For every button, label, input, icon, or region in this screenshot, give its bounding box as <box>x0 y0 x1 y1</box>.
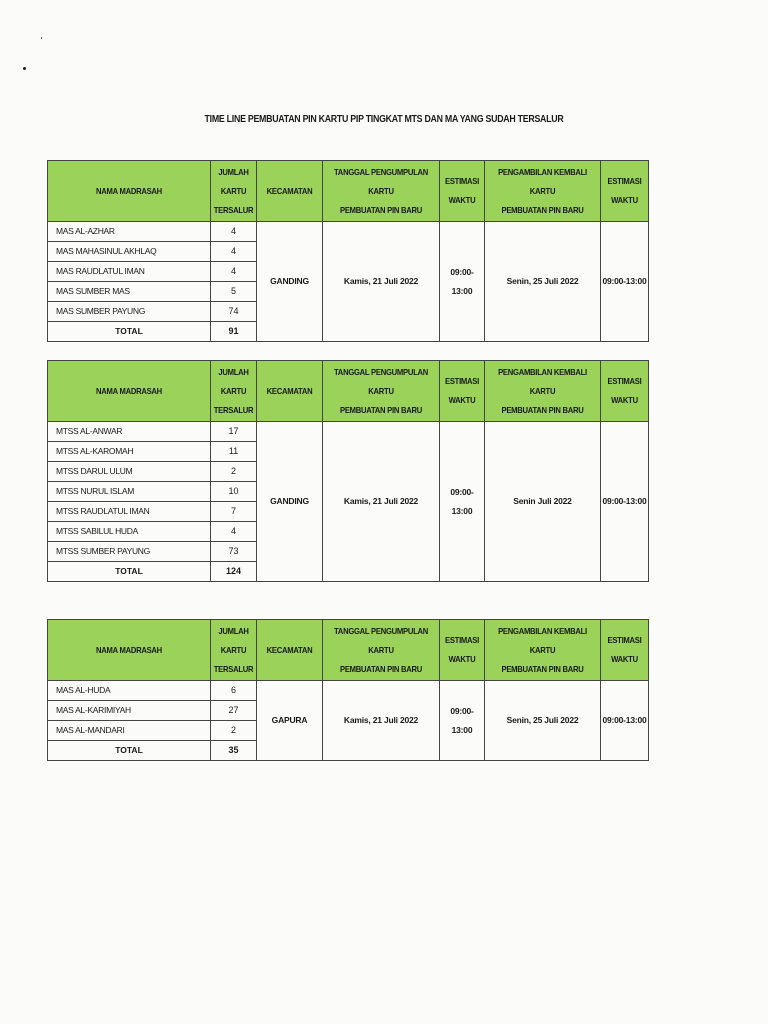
estimasi-waktu-2-cell: 09:00-13:00 <box>601 222 649 342</box>
header-nama-madrasah <box>48 361 211 422</box>
header-jumlah-kartu-text: JUMLAH KARTU TERSALUR <box>213 625 254 674</box>
header-estimasi-waktu <box>440 620 485 681</box>
header-tanggal-pengumpulan <box>323 620 440 681</box>
table-row <box>48 681 649 701</box>
header-estimasi-waktu-text: ESTIMASI WAKTU <box>445 635 479 664</box>
header-jumlah-kartu <box>211 620 257 681</box>
header-kecamatan <box>257 620 323 681</box>
pengambilan-kembali-cell: Senin, 25 Juli 2022 <box>485 681 601 761</box>
header-tanggal-pengumpulan <box>323 361 440 422</box>
header-row <box>48 161 649 222</box>
header-estimasi-waktu-2-text: ESTIMASI WAKTU <box>607 635 642 664</box>
header-estimasi-waktu <box>440 361 485 422</box>
header-kecamatan <box>257 161 323 222</box>
madrasah-name: MAS AL-AZHAR <box>48 222 211 242</box>
madrasah-name: MTSS SABILUL HUDA <box>48 522 211 542</box>
card-count: 2 <box>211 462 257 482</box>
estimasi-waktu-cell: 09:00-13:00 <box>440 222 485 342</box>
header-row <box>48 361 649 422</box>
tanggal-pengumpulan-cell: Kamis, 21 Juli 2022 <box>323 681 440 761</box>
madrasah-name: MAS MAHASINUL AKHLAQ <box>48 242 211 262</box>
header-estimasi-waktu-2 <box>601 161 649 222</box>
total-label: TOTAL <box>48 562 211 582</box>
header-tanggal-pengumpulan-text: TANGGAL PENGUMPULAN KARTU PEMBUATAN PIN BARU <box>333 366 429 415</box>
card-count: 27 <box>211 701 257 721</box>
card-count: 74 <box>211 302 257 322</box>
timeline-table-2 <box>47 360 649 582</box>
total-label: TOTAL <box>48 741 211 761</box>
card-count: 2 <box>211 721 257 741</box>
scan-speck <box>41 37 42 39</box>
header-kecamatan-text: KECAMATAN <box>266 644 313 655</box>
header-tanggal-pengumpulan <box>323 161 440 222</box>
header-estimasi-waktu-2 <box>601 620 649 681</box>
card-count: 4 <box>211 522 257 542</box>
header-pengambilan-kembali <box>485 361 601 422</box>
madrasah-name: MAS AL-KARIMIYAH <box>48 701 211 721</box>
scan-speck <box>23 67 26 70</box>
madrasah-name: MAS SUMBER MAS <box>48 282 211 302</box>
header-nama-madrasah-text: NAMA MADRASAH <box>96 385 162 396</box>
card-count: 7 <box>211 502 257 522</box>
estimasi-waktu-2-cell: 09:00-13:00 <box>601 681 649 761</box>
header-pengambilan-kembali-text: PENGAMBILAN KEMBALI KARTU PEMBUATAN PIN BARU <box>498 625 587 674</box>
header-nama-madrasah <box>48 161 211 222</box>
madrasah-name: MTSS NURUL ISLAM <box>48 482 211 502</box>
header-pengambilan-kembali-text: PENGAMBILAN KEMBALI KARTU PEMBUATAN PIN BARU <box>498 166 587 215</box>
total-count: 35 <box>211 741 257 761</box>
card-count: 4 <box>211 262 257 282</box>
header-nama-madrasah <box>48 620 211 681</box>
card-count: 4 <box>211 222 257 242</box>
madrasah-name: MTSS AL-ANWAR <box>48 422 211 442</box>
total-label: TOTAL <box>48 322 211 342</box>
header-kecamatan-text: KECAMATAN <box>266 385 313 396</box>
card-count: 4 <box>211 242 257 262</box>
madrasah-name: MTSS AL-KAROMAH <box>48 442 211 462</box>
header-nama-madrasah-text: NAMA MADRASAH <box>96 185 162 196</box>
kecamatan-cell: GANDING <box>257 422 323 582</box>
timeline-table-3 <box>47 619 649 761</box>
table-row <box>48 222 649 242</box>
estimasi-waktu-2-cell: 09:00-13:00 <box>601 422 649 582</box>
header-tanggal-pengumpulan-text: TANGGAL PENGUMPULAN KARTU PEMBUATAN PIN BARU <box>333 166 429 215</box>
tanggal-pengumpulan-cell: Kamis, 21 Juli 2022 <box>323 222 440 342</box>
header-estimasi-waktu-2 <box>601 361 649 422</box>
header-jumlah-kartu <box>211 161 257 222</box>
page-title: TIME LINE PEMBUATAN PIN KARTU PIP TINGKAT MTS DAN MA YANG SUDAH TERSALUR <box>204 114 564 125</box>
header-pengambilan-kembali-text: PENGAMBILAN KEMBALI KARTU PEMBUATAN PIN BARU <box>498 366 587 415</box>
header-estimasi-waktu-text: ESTIMASI WAKTU <box>445 176 479 205</box>
header-jumlah-kartu-text: JUMLAH KARTU TERSALUR <box>213 366 254 415</box>
madrasah-name: MTSS DARUL ULUM <box>48 462 211 482</box>
pengambilan-kembali-cell: Senin Juli 2022 <box>485 422 601 582</box>
header-estimasi-waktu-2-text: ESTIMASI WAKTU <box>607 176 642 205</box>
estimasi-waktu-cell: 09:00-13:00 <box>440 681 485 761</box>
madrasah-name: MTSS RAUDLATUL IMAN <box>48 502 211 522</box>
header-pengambilan-kembali <box>485 161 601 222</box>
madrasah-name: MTSS SUMBER PAYUNG <box>48 542 211 562</box>
madrasah-name: MAS AL-HUDA <box>48 681 211 701</box>
header-estimasi-waktu <box>440 161 485 222</box>
card-count: 73 <box>211 542 257 562</box>
kecamatan-cell: GANDING <box>257 222 323 342</box>
header-kecamatan <box>257 361 323 422</box>
card-count: 11 <box>211 442 257 462</box>
timeline-table-1 <box>47 160 649 342</box>
total-count: 91 <box>211 322 257 342</box>
tanggal-pengumpulan-cell: Kamis, 21 Juli 2022 <box>323 422 440 582</box>
header-estimasi-waktu-text: ESTIMASI WAKTU <box>445 376 479 405</box>
estimasi-waktu-cell: 09:00-13:00 <box>440 422 485 582</box>
card-count: 10 <box>211 482 257 502</box>
madrasah-name: MAS AL-MANDARI <box>48 721 211 741</box>
kecamatan-cell: GAPURA <box>257 681 323 761</box>
header-pengambilan-kembali <box>485 620 601 681</box>
header-tanggal-pengumpulan-text: TANGGAL PENGUMPULAN KARTU PEMBUATAN PIN BARU <box>333 625 429 674</box>
card-count: 6 <box>211 681 257 701</box>
header-jumlah-kartu <box>211 361 257 422</box>
madrasah-name: MAS RAUDLATUL IMAN <box>48 262 211 282</box>
header-jumlah-kartu-text: JUMLAH KARTU TERSALUR <box>213 166 254 215</box>
card-count: 5 <box>211 282 257 302</box>
header-kecamatan-text: KECAMATAN <box>266 185 313 196</box>
header-row <box>48 620 649 681</box>
pengambilan-kembali-cell: Senin, 25 Juli 2022 <box>485 222 601 342</box>
header-estimasi-waktu-2-text: ESTIMASI WAKTU <box>607 376 642 405</box>
header-nama-madrasah-text: NAMA MADRASAH <box>96 644 162 655</box>
card-count: 17 <box>211 422 257 442</box>
madrasah-name: MAS SUMBER PAYUNG <box>48 302 211 322</box>
total-count: 124 <box>211 562 257 582</box>
table-row <box>48 422 649 442</box>
